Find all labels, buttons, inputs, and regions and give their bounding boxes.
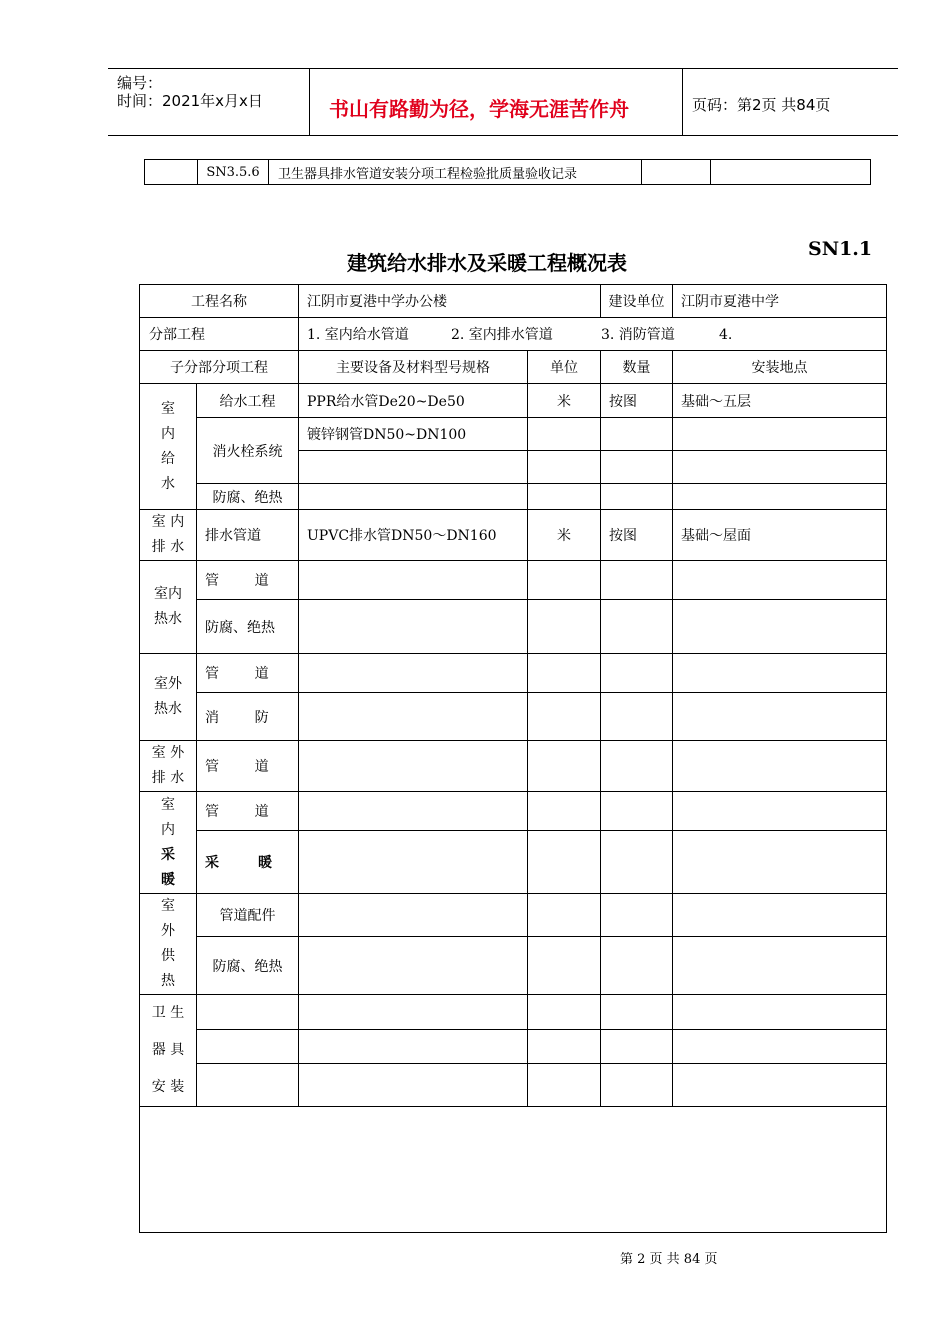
group-label-char: 水	[161, 475, 175, 492]
group-label-indoor-hot	[140, 561, 197, 654]
qty-cell	[601, 831, 673, 894]
unit-cell	[528, 654, 601, 693]
spec-cell	[299, 792, 528, 831]
spec-cell	[299, 937, 528, 995]
item-label: 防腐、绝热	[197, 600, 299, 654]
qty-cell	[601, 894, 673, 937]
project-value: 江阴市夏港中学办公楼	[299, 285, 601, 318]
place-cell	[673, 894, 887, 937]
place-cell	[673, 654, 887, 693]
qty-cell	[601, 451, 673, 484]
qty-cell	[601, 418, 673, 451]
project-row	[140, 285, 887, 318]
spec-cell	[299, 1064, 528, 1107]
qty-cell	[601, 561, 673, 600]
ref-code: SN3.5.6	[198, 160, 269, 185]
header-divider-left	[309, 68, 310, 136]
group-label-char: 室	[161, 400, 175, 417]
item-label: 消火栓系统	[197, 418, 299, 484]
place-cell	[673, 451, 887, 484]
place-cell	[673, 1064, 887, 1107]
spec-cell	[299, 1029, 528, 1064]
group-label-char: 排 水	[151, 539, 185, 555]
unit-cell	[528, 484, 601, 510]
header-top-rule	[108, 68, 898, 69]
spec-cell	[299, 600, 528, 654]
place-cell	[673, 995, 887, 1030]
qty-cell: 按图	[601, 384, 673, 418]
unit-cell	[528, 1029, 601, 1064]
unit-cell	[528, 792, 601, 831]
group-label-char: 排 水	[151, 770, 185, 786]
group-label-char: 室	[161, 796, 175, 813]
indoor-water-row	[140, 484, 887, 510]
division-item: 2. 室内排水管道	[451, 327, 553, 343]
time-label: 时间：2021年x月x日	[117, 92, 263, 110]
group-label-outdoor-heat	[140, 894, 197, 995]
group-label-char: 采	[161, 846, 175, 863]
sanitary-row	[140, 995, 887, 1030]
document-title: 建筑给水排水及采暖工程概况表	[347, 251, 627, 275]
group-label-indoor-drain	[140, 510, 197, 561]
col-header-spec: 主要设备及材料型号规格	[299, 351, 528, 384]
group-label-char: 室 内	[151, 514, 185, 530]
place-cell: 基础～五层	[673, 384, 887, 418]
col-header-place: 安装地点	[673, 351, 887, 384]
indoor-water-row	[140, 384, 887, 418]
group-label-char: 热水	[154, 701, 182, 717]
group-label-char: 室	[161, 898, 175, 914]
group-label-char: 热	[161, 973, 175, 989]
qty-cell	[601, 600, 673, 654]
group-label-char: 室外	[154, 676, 182, 692]
item-label: 管 道	[197, 792, 299, 831]
spec-cell: PPR给水管De20~De50	[299, 384, 528, 418]
unit-cell	[528, 693, 601, 741]
place-cell	[673, 1029, 887, 1064]
spec-cell	[299, 451, 528, 484]
reference-row	[145, 160, 871, 185]
column-header-row	[140, 351, 887, 384]
group-label-char: 器 具	[151, 1042, 185, 1058]
group-label-char: 室内	[154, 586, 182, 602]
place-cell	[673, 741, 887, 792]
group-label-char: 热水	[154, 611, 182, 627]
project-label: 工程名称	[140, 285, 299, 318]
page-info: 页码：第2页 共84页	[692, 96, 831, 114]
group-label-char: 内	[161, 821, 175, 838]
group-label-indoor-water	[140, 384, 197, 510]
number-label: 编号：	[117, 74, 163, 92]
ref-blank-cell	[642, 160, 711, 185]
qty-cell	[601, 1029, 673, 1064]
reference-table	[144, 159, 871, 185]
qty-cell	[601, 937, 673, 995]
place-cell: 基础～屋面	[673, 510, 887, 561]
col-header-qty: 数量	[601, 351, 673, 384]
document-code: SN1.1	[808, 238, 873, 260]
qty-cell	[601, 484, 673, 510]
qty-cell	[601, 693, 673, 741]
group-label-char: 内	[161, 425, 175, 442]
unit-cell	[528, 418, 601, 451]
item-label: 管 道	[197, 561, 299, 600]
spec-cell	[299, 561, 528, 600]
group-label-indoor-heat	[140, 792, 197, 894]
place-cell	[673, 792, 887, 831]
place-cell	[673, 418, 887, 451]
unit-cell	[528, 894, 601, 937]
item-label: 排水管道	[197, 510, 299, 561]
qty-cell	[601, 792, 673, 831]
unit-cell	[528, 451, 601, 484]
division-label: 分部工程	[140, 318, 299, 351]
ref-blank-cell	[711, 160, 871, 185]
place-cell	[673, 693, 887, 741]
item-label	[197, 1064, 299, 1107]
indoor-hot-row	[140, 600, 887, 654]
spec-cell	[299, 995, 528, 1030]
group-label-outdoor-drain	[140, 741, 197, 792]
motto: 书山有路勤为径，学海无涯苦作舟	[329, 97, 629, 121]
unit-cell	[528, 937, 601, 995]
col-header-subdivision: 子分部分项工程	[140, 351, 299, 384]
unit-cell	[528, 741, 601, 792]
spec-cell	[299, 831, 528, 894]
group-label-char: 外	[161, 923, 175, 939]
place-cell	[673, 484, 887, 510]
item-label: 防腐、绝热	[197, 484, 299, 510]
division-item: 1. 室内给水管道	[307, 327, 409, 343]
item-label: 管 道	[197, 654, 299, 693]
item-label: 采 暖	[197, 831, 299, 894]
unit-cell	[528, 831, 601, 894]
ref-name: 卫生器具排水管道安装分项工程检验批质量验收记录	[269, 160, 642, 185]
place-cell	[673, 561, 887, 600]
spec-cell	[299, 484, 528, 510]
outdoor-heat-row	[140, 937, 887, 995]
qty-cell	[601, 995, 673, 1030]
group-label-char: 供	[161, 948, 175, 964]
indoor-heat-row	[140, 831, 887, 894]
ref-blank-cell	[145, 160, 198, 185]
group-label-char: 给	[161, 450, 175, 467]
builder-value: 江阴市夏港中学	[673, 285, 887, 318]
place-cell	[673, 831, 887, 894]
item-label: 防腐、绝热	[197, 937, 299, 995]
col-header-unit: 单位	[528, 351, 601, 384]
unit-cell	[528, 1064, 601, 1107]
outdoor-heat-row	[140, 894, 887, 937]
unit-cell: 米	[528, 384, 601, 418]
indoor-drain-row	[140, 510, 887, 561]
header-bottom-rule	[108, 135, 898, 136]
builder-label: 建设单位	[601, 285, 673, 318]
indoor-water-row	[140, 418, 887, 451]
spec-cell	[299, 741, 528, 792]
page-footer: 第 2 页 共 84 页	[620, 1252, 718, 1267]
sanitary-row	[140, 1029, 887, 1064]
indoor-hot-row	[140, 561, 887, 600]
group-label-char: 暖	[161, 871, 175, 888]
spec-cell: 镀锌钢管DN50~DN100	[299, 418, 528, 451]
outdoor-drain-row	[140, 741, 887, 792]
place-cell	[673, 600, 887, 654]
unit-cell	[528, 561, 601, 600]
division-item: 4.	[719, 327, 733, 343]
group-label-sanitary	[140, 995, 197, 1107]
qty-cell	[601, 1064, 673, 1107]
spec-cell	[299, 894, 528, 937]
outdoor-hot-row	[140, 654, 887, 693]
qty-cell	[601, 654, 673, 693]
item-label: 管 道	[197, 741, 299, 792]
unit-cell	[528, 995, 601, 1030]
place-cell	[673, 937, 887, 995]
spec-cell	[299, 654, 528, 693]
item-label	[197, 995, 299, 1030]
item-label: 管道配件	[197, 894, 299, 937]
group-label-char: 室 外	[151, 745, 185, 761]
item-label: 消 防	[197, 693, 299, 741]
overview-table	[139, 284, 887, 1233]
qty-cell	[601, 741, 673, 792]
remarks-cell	[140, 1107, 887, 1233]
division-list	[299, 318, 887, 351]
division-item: 3. 消防管道	[601, 327, 675, 343]
indoor-heat-row	[140, 792, 887, 831]
unit-cell	[528, 600, 601, 654]
group-label-char: 卫 生	[151, 1005, 185, 1021]
division-row	[140, 318, 887, 351]
remarks-row	[140, 1107, 887, 1233]
group-label-char: 安 装	[151, 1079, 185, 1095]
group-label-outdoor-hot	[140, 654, 197, 741]
outdoor-hot-row	[140, 693, 887, 741]
item-label: 给水工程	[197, 384, 299, 418]
qty-cell: 按图	[601, 510, 673, 561]
spec-cell: UPVC排水管DN50～DN160	[299, 510, 528, 561]
header-divider-right	[682, 68, 683, 136]
sanitary-row	[140, 1064, 887, 1107]
unit-cell: 米	[528, 510, 601, 561]
item-label	[197, 1029, 299, 1064]
spec-cell	[299, 693, 528, 741]
